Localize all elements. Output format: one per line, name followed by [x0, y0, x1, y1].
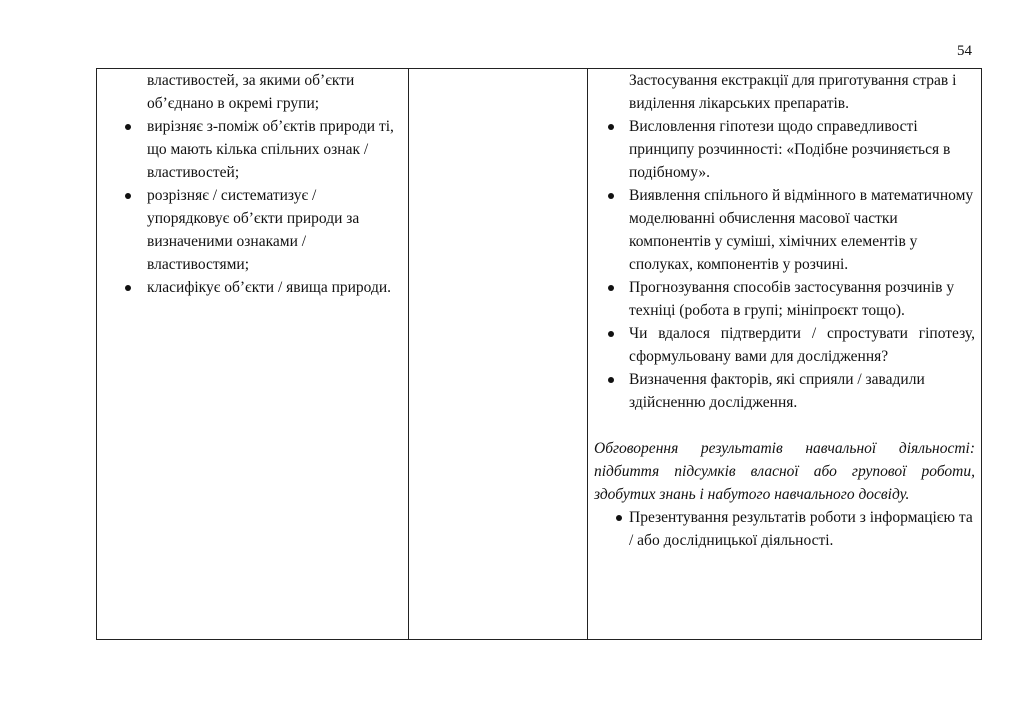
list-item [588, 368, 981, 414]
list-item-text: Висловлення гіпотези щодо справедливості принципу розчинності: «Подібне розчиняється в подібному». [629, 118, 951, 181]
bullet-icon [616, 515, 622, 521]
list-item-text: Виявлення спільного й відмінного в математичному моделюванні обчислення масової частки компонентів у суміші, хімічних елементів у сполуках, компонентів у розчині. [629, 187, 974, 273]
page-number: 54 [957, 43, 972, 59]
list-item-text: Презентування результатів роботи з інформацією та / або дослідницької діяльності. [629, 509, 973, 549]
discussion-heading: Обговорення результатів навчальної діяльності: підбиття підсумків власної або групової роботи, здобутих знань і набутого навчального досвіду. [594, 440, 975, 503]
list-item [97, 276, 408, 299]
bullet-icon [608, 285, 614, 291]
bullet-icon [125, 193, 131, 199]
list-item [588, 276, 981, 322]
bullet-icon [608, 124, 614, 130]
bullet-list-final [588, 506, 981, 552]
list-item [588, 184, 981, 276]
list-item-text: Визначення факторів, які сприяли / завадили здійсненню дослідження. [629, 371, 925, 411]
list-item [588, 506, 981, 552]
list-item-text: Чи вдалося підтвердити / спростувати гіпотезу, сформульовану вами для дослідження? [629, 325, 975, 365]
list-item-text: розрізняє / систематизує / упорядковує об’єкти природи за визначеними ознаками / властивостями; [147, 187, 360, 273]
continuation-text: властивостей, за якими об’єкти об’єднано в окремі групи; [147, 72, 355, 112]
list-item [97, 184, 408, 276]
bullet-icon [608, 331, 614, 337]
curriculum-table [96, 68, 982, 640]
table-cell-content-empty [409, 69, 588, 640]
list-item-text: вирізняє з-поміж об’єктів природи ті, що мають кілька спільних ознак / властивостей; [147, 118, 394, 181]
bullet-list [588, 115, 981, 414]
bullet-icon [125, 285, 131, 291]
bullet-list [97, 115, 408, 299]
bullet-icon [608, 377, 614, 383]
list-item [97, 115, 408, 184]
bullet-icon [608, 193, 614, 199]
table-cell-activities [588, 69, 982, 640]
list-item [588, 115, 981, 184]
list-item [588, 322, 981, 368]
continuation-text: Застосування екстракції для приготування страв і виділення лікарських препаратів. [629, 72, 957, 112]
list-item-text: Прогнозування способів застосування розчинів у техніці (робота в групі; мініпроєкт тощо). [629, 279, 955, 319]
list-item-text: класифікує об’єкти / явища природи. [147, 279, 392, 296]
table-cell-expected-results [97, 69, 409, 640]
bullet-icon [125, 124, 131, 130]
table-row [97, 69, 982, 640]
